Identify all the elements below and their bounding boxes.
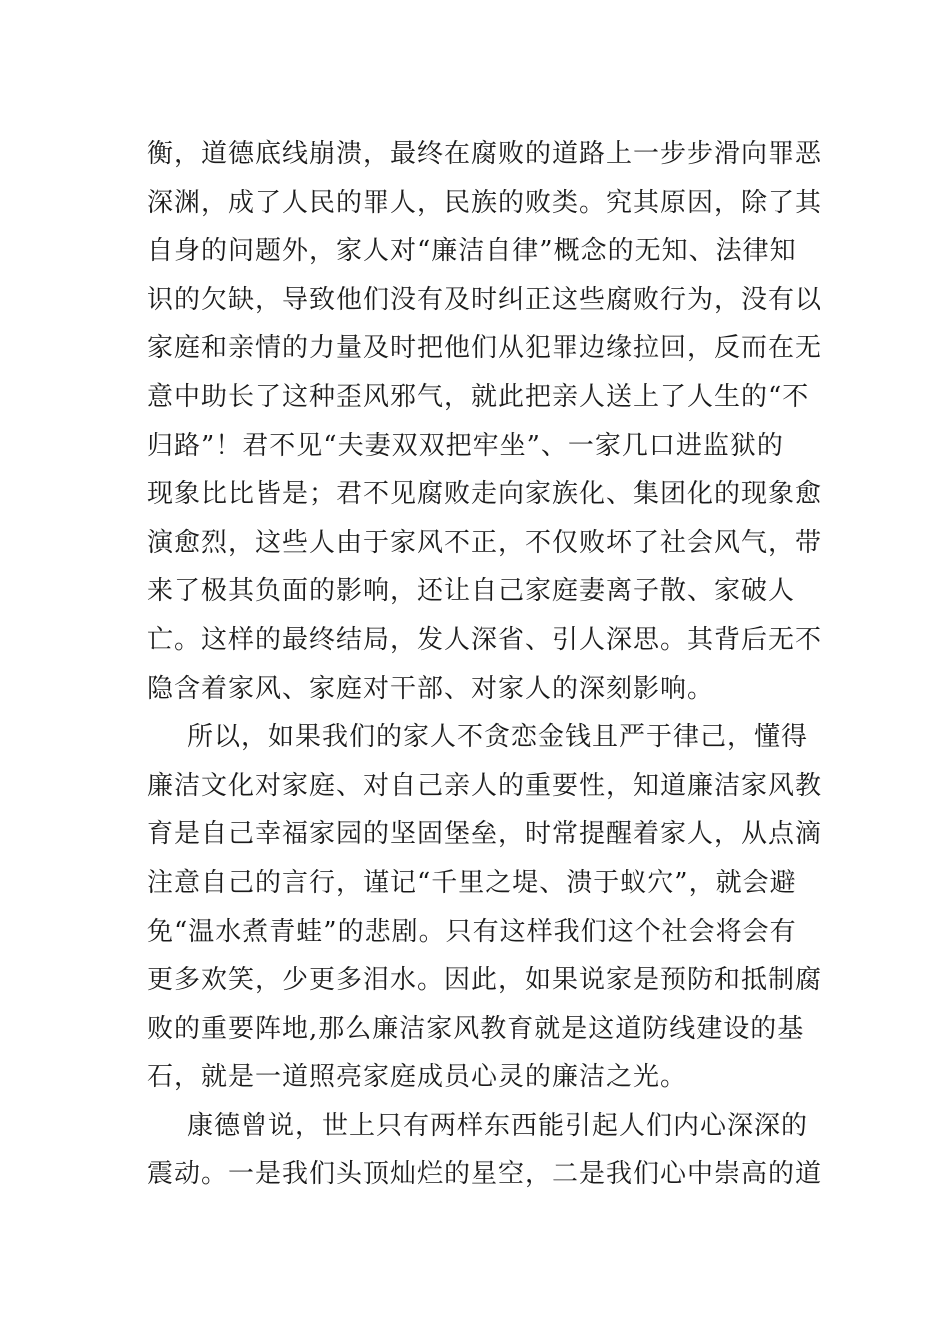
text-line: 免“温水煮青蛙”的悲剧。只有这样我们这个社会将会有	[147, 916, 797, 947]
text-line: 廉洁文化对家庭、对自己亲人的重要性，知道廉洁家风教	[147, 770, 823, 801]
text-line: 来了极其负面的影响，还让自己家庭妻离子散、家破人	[147, 576, 796, 607]
text-line: 石，就是一道照亮家庭成员心灵的廉洁之光。	[147, 1062, 688, 1093]
text-line: 育是自己幸福家园的坚固堡垒，时常提醒着家人，从点滴	[147, 819, 823, 850]
text-line: 隐含着家风、家庭对干部、对家人的深刻影响。	[147, 673, 715, 704]
body-text	[147, 130, 823, 1199]
text-line: 衡，道德底线崩溃，最终在腐败的道路上一步步滑向罪恶	[147, 139, 823, 169]
text-line: 更多欢笑，少更多泪水。因此，如果说家是预防和抵制腐	[147, 965, 823, 996]
text-line: 震动。一是我们头顶灿烂的星空，二是我们心中崇高的道	[147, 1159, 823, 1190]
text-line: 归路”！君不见“夫妻双双把牢坐”、一家几口进监狱的	[147, 430, 784, 461]
text-line: 现象比比皆是；君不见腐败走向家族化、集团化的现象愈	[147, 479, 823, 510]
text-line: 亡。这样的最终结局，发人深省、引人深思。其背后无不	[147, 624, 823, 655]
paragraph-start-line: 康德曾说，世上只有两样东西能引起人们内心深深的	[187, 1110, 809, 1141]
text-line: 家庭和亲情的力量及时把他们从犯罪边缘拉回，反而在无	[147, 333, 823, 364]
text-line: 演愈烈，这些人由于家风不正，不仅败坏了社会风气，带	[147, 527, 823, 558]
text-line: 深渊，成了人民的罪人，民族的败类。究其原因，除了其	[147, 187, 823, 218]
text-line: 自身的问题外，家人对“廉洁自律”概念的无知、法律知	[147, 236, 797, 267]
text-line: 识的欠缺，导致他们没有及时纠正这些腐败行为，没有以	[147, 284, 823, 315]
text-line: 败的重要阵地,那么廉洁家风教育就是这道防线建设的基	[147, 1013, 805, 1044]
text-line: 意中助长了这种歪风邪气，就此把亲人送上了人生的“不	[147, 381, 810, 412]
text-line: 注意自己的言行，谨记“千里之堤、溃于蚁穴”，就会避	[147, 867, 797, 898]
paragraph-start-line: 所以，如果我们的家人不贪恋金钱且严于律己，懂得	[187, 722, 809, 753]
